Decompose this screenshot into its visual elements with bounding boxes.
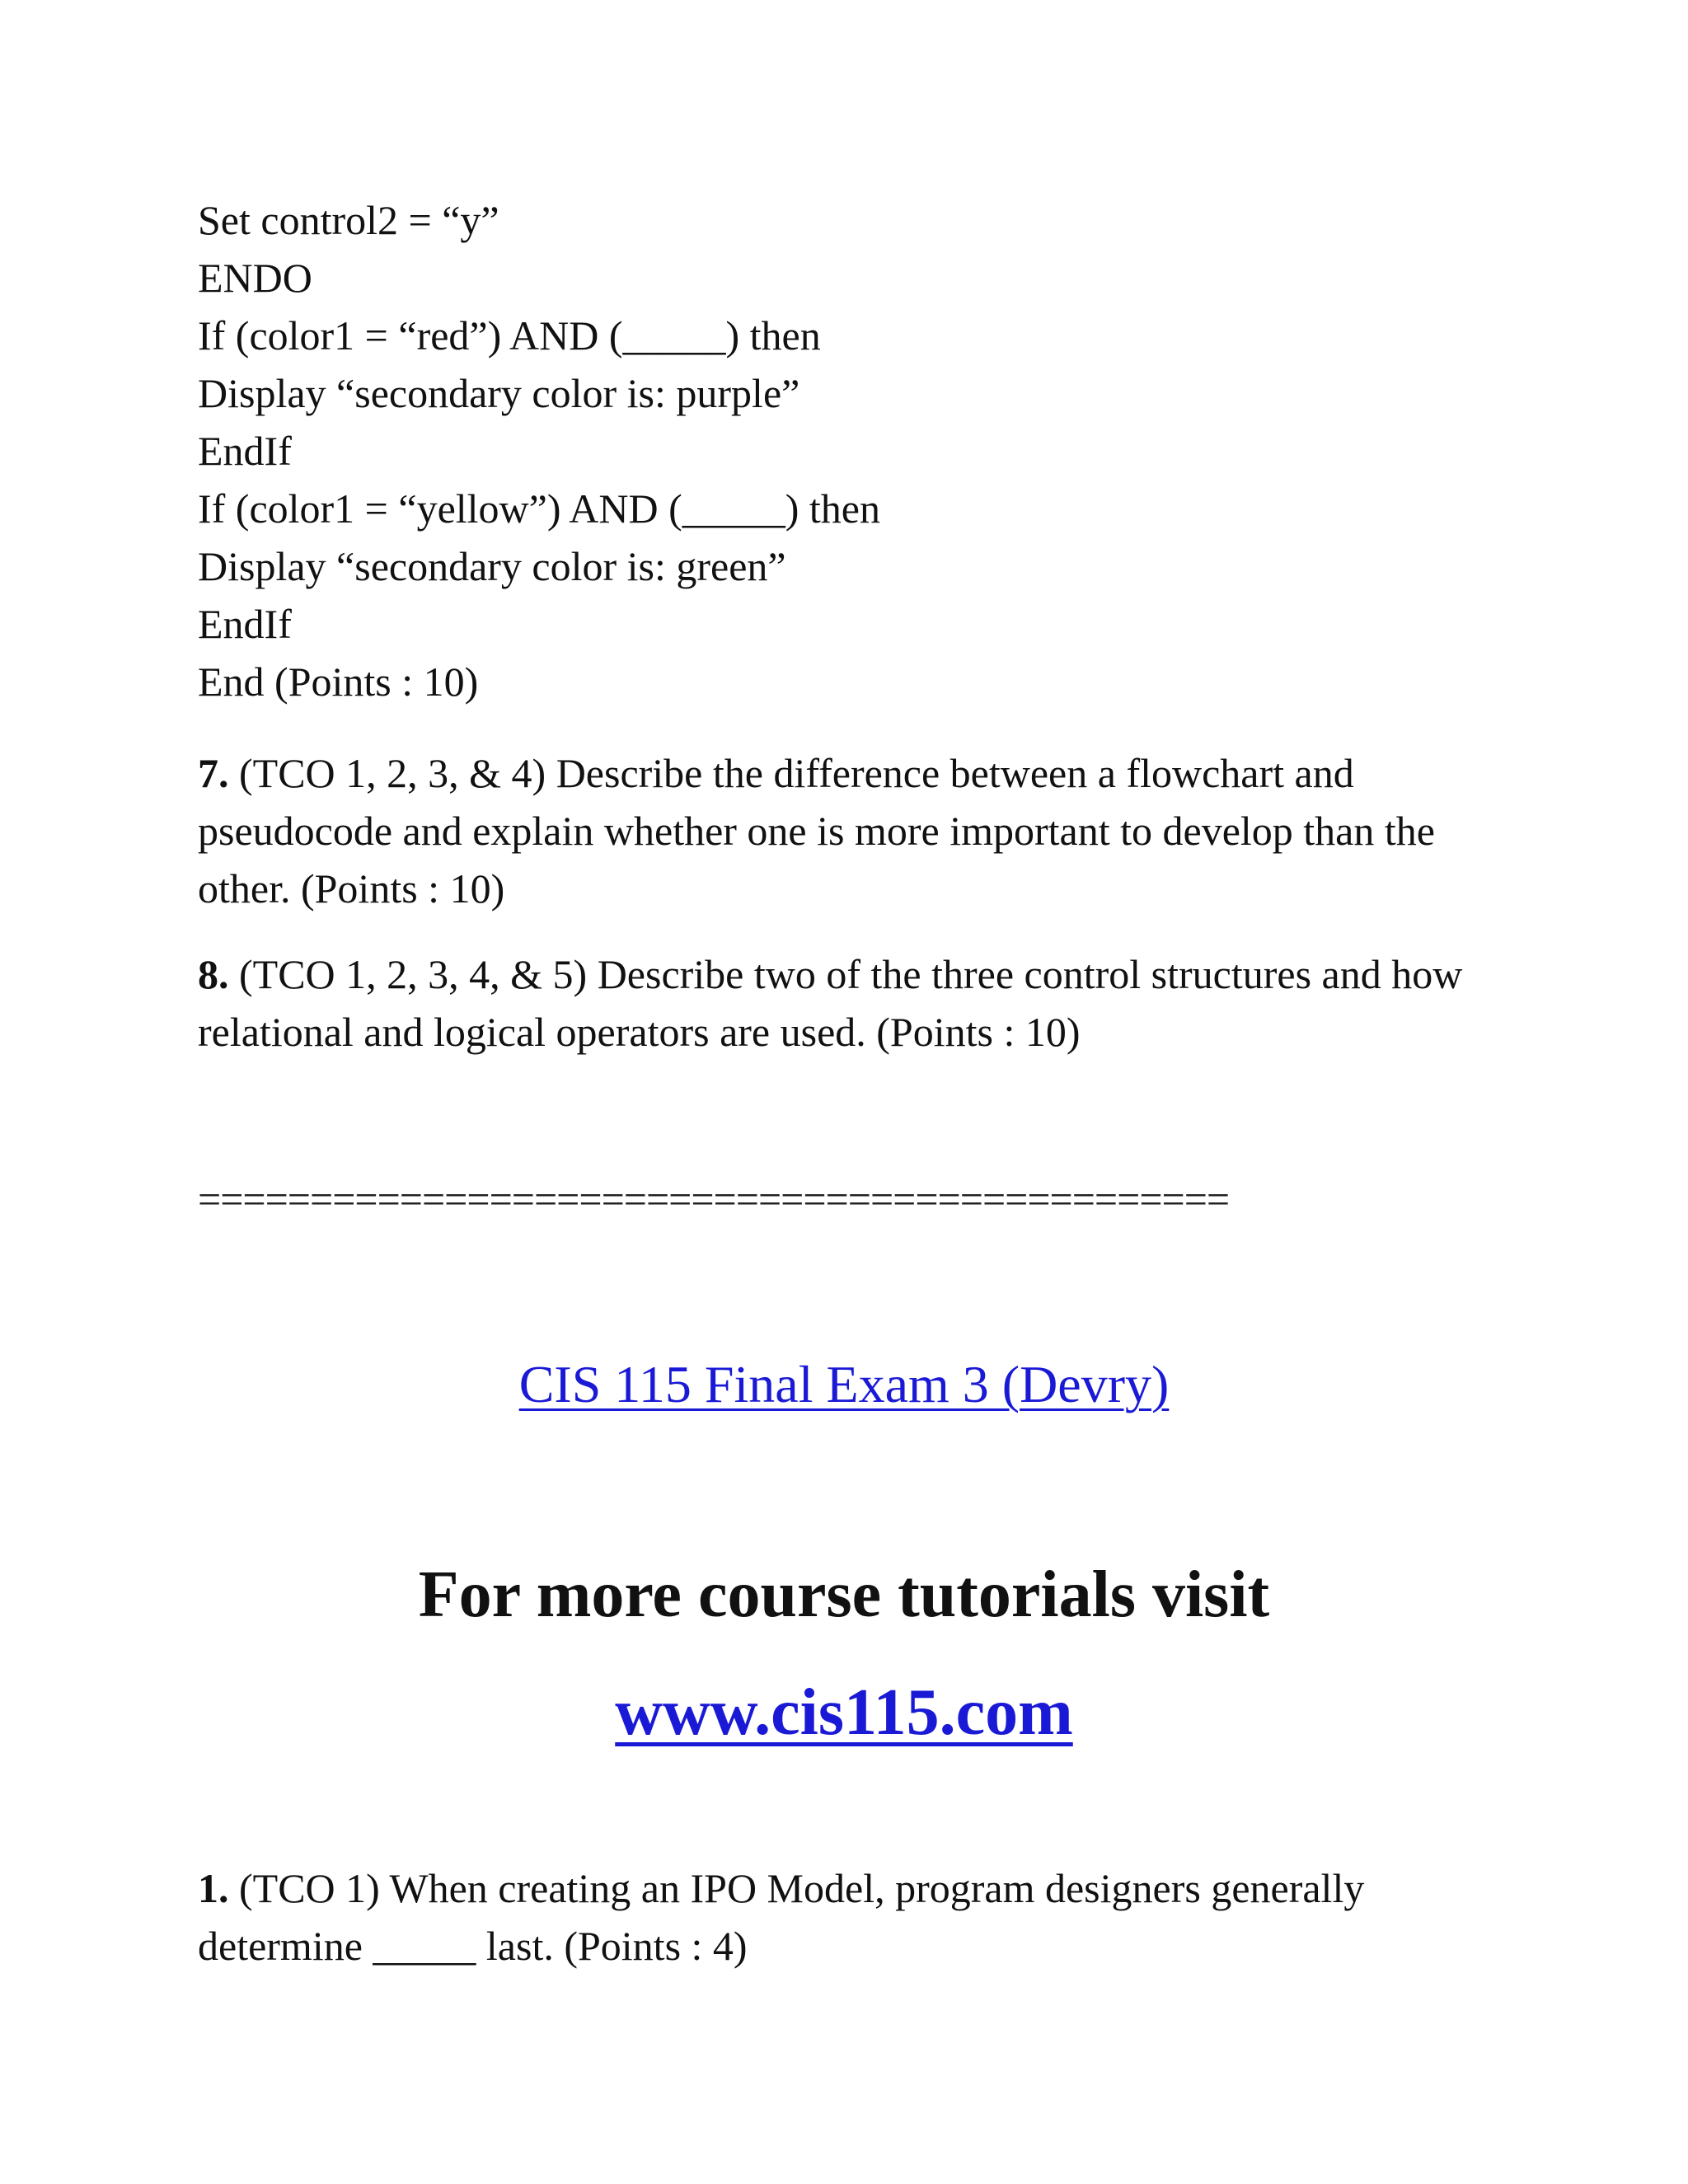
question-8 [198, 945, 1484, 1061]
question-number: 7. [198, 750, 229, 796]
question-text: (TCO 1, 2, 3, 4, & 5) Describe two of the three control structures and how relational and logical operators are used. (Points : 10) [198, 951, 1463, 1055]
separator-line: ============================================== [198, 1176, 1230, 1222]
question-number: 8. [198, 951, 229, 997]
code-line: Display “secondary color is: green” [198, 543, 786, 589]
code-line: If (color1 = “red”) AND (_____) then [198, 312, 821, 359]
code-line: Set control2 = “y” [198, 197, 499, 243]
question-text: (TCO 1) When creating an IPO Model, program designers generally determine _____ last. (Points : 4) [198, 1865, 1365, 1969]
exam-title-container [0, 1352, 1688, 1418]
exam-title-link[interactable]: CIS 115 Final Exam 3 (Devry) [518, 1355, 1170, 1413]
promo-heading: For more course tutorials visit [418, 1558, 1270, 1631]
pseudocode-block [198, 191, 880, 710]
website-link[interactable]: www.cis115.com [615, 1676, 1073, 1749]
question-number: 1. [198, 1865, 229, 1911]
code-line: If (color1 = “yellow”) AND (_____) then [198, 485, 880, 532]
question-text: (TCO 1, 2, 3, & 4) Describe the difference between a flowchart and pseudocode and explain whether one is more important to develop than the other. (Points : 10) [198, 750, 1435, 912]
code-line: Display “secondary color is: purple” [198, 370, 800, 416]
question-7 [198, 744, 1484, 917]
code-line: EndIf [198, 428, 292, 474]
question-1 [198, 1859, 1484, 1975]
site-link-container [0, 1671, 1688, 1754]
code-line: ENDO [198, 255, 312, 301]
code-line: EndIf [198, 601, 292, 647]
code-line: End (Points : 10) [198, 658, 479, 705]
